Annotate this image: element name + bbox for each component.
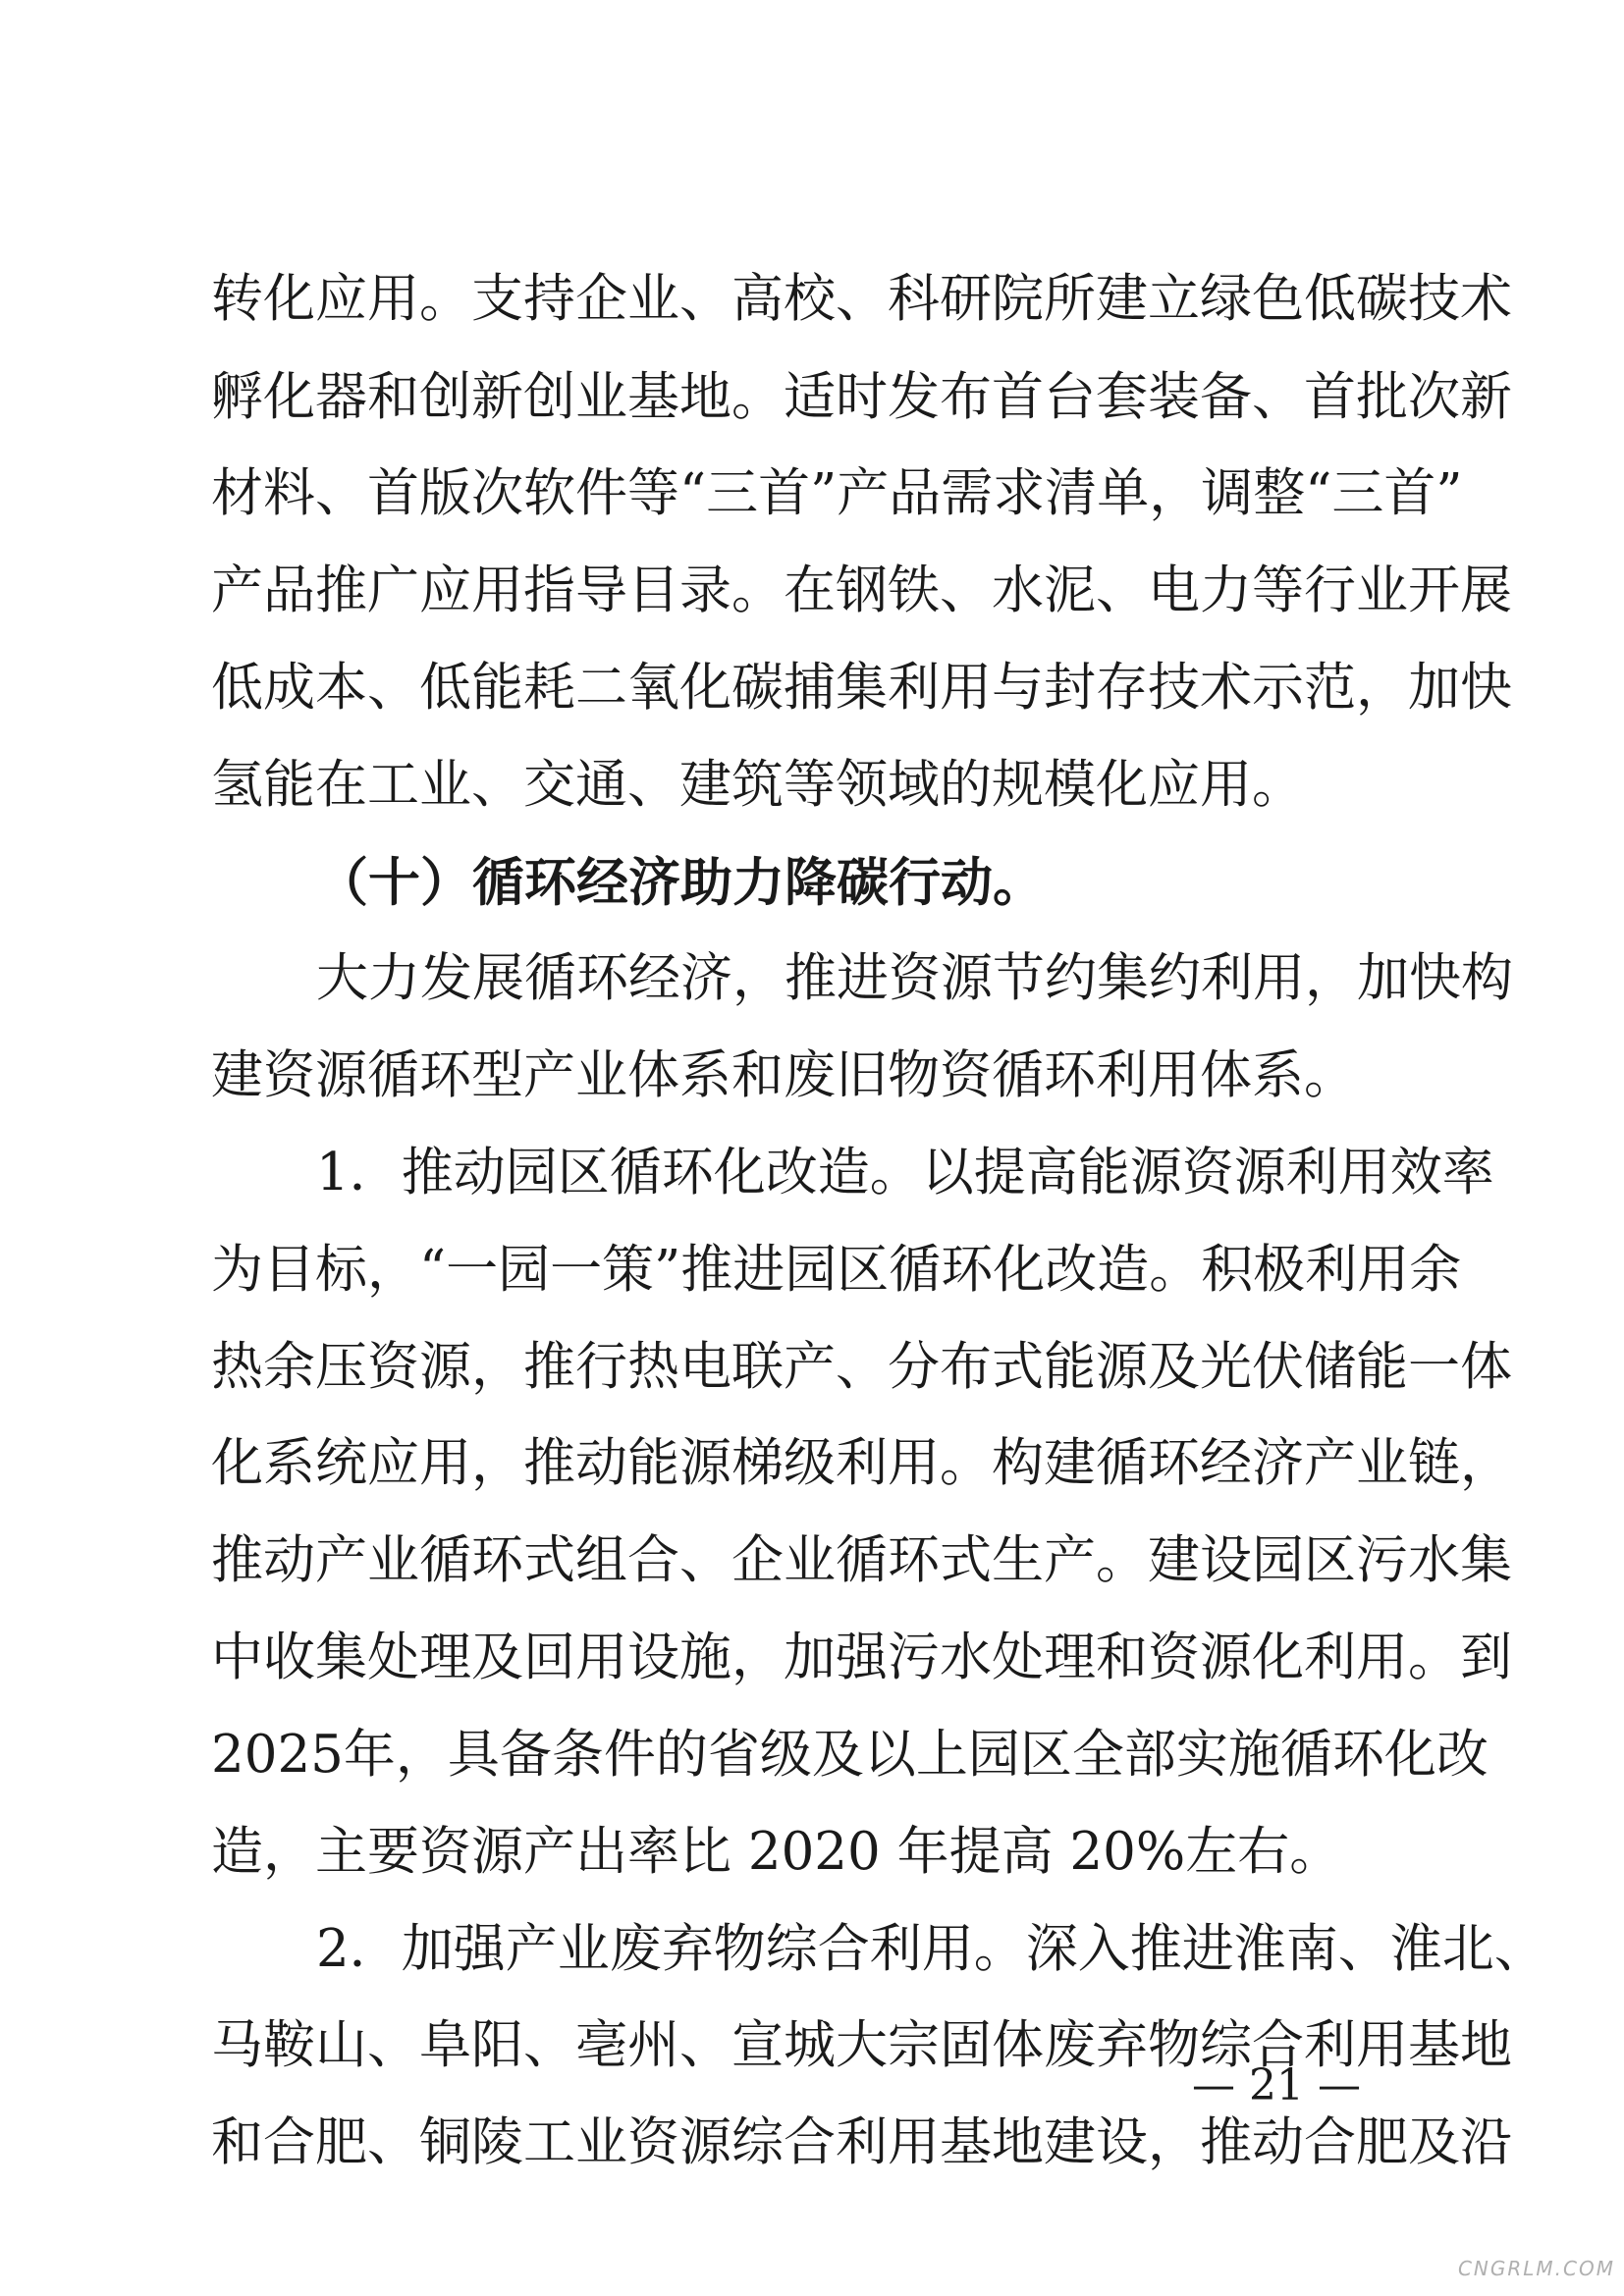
text-line: 大 力 发 展 循 环 经 济 ， 推 进 资 源 节 约 集 约 利 用 ， 加 快 构 xyxy=(316,948,1513,1008)
text-line: 产 品 推 广 应 用 指 导 目 录 。 在 钢 铁 、 水 泥 、 电 力 等 行 业 开 展 xyxy=(211,561,1512,620)
watermark-text: CNGRLM.COM xyxy=(1457,2257,1615,2280)
text-line: 2025 年 ， 具 备 条 件 的 省 级 及 以 上 园 区 全 部 实 施 循 环 化 改 xyxy=(211,1725,1489,1785)
text-line: 为 目 标 ， “ 一 园 一 策 ” 推 进 园 区 循 环 化 改 造 。 积 极 利 用 余 xyxy=(211,1240,1462,1300)
section-heading: （十）循环经济助力降碳行动。 xyxy=(316,852,1045,913)
text-line: 1 ． 推 动 园 区 循 环 化 改 造 。 以 提 高 能 源 资 源 利 用 效 率 xyxy=(316,1143,1494,1202)
text-line: 氢能在工业、交通、建筑等领域的规模化应用。 xyxy=(211,755,1304,815)
text-line: 建资源循环型产业体系和废旧物资循环利用体系。 xyxy=(211,1045,1356,1105)
text-line: 低 成 本 、 低 能 耗 二 氧 化 碳 捕 集 利 用 与 封 存 技 术 示 范 ， 加 快 xyxy=(211,658,1512,718)
text-line: 化 系 统 应 用 ， 推 动 能 源 梯 级 利 用 。 构 建 循 环 经 济 产 业 链 ， xyxy=(211,1433,1512,1493)
text-line: 转 化 应 用 。 支 持 企 业 、 高 校 、 科 研 院 所 建 立 绿 色 低 碳 技 术 xyxy=(211,269,1512,329)
text-line: 马 鞍 山 、 阜 阳 、 亳 州 、 宣 城 大 宗 固 体 废 弃 物 综 合 利 用 基 地 xyxy=(211,2015,1512,2075)
text-line: 孵 化 器 和 创 新 创 业 基 地 。 适 时 发 布 首 台 套 装 备 、 首 批 次 新 xyxy=(211,367,1512,427)
text-line: 和 合 肥 、 铜 陵 工 业 资 源 综 合 利 用 基 地 建 设 ， 推 动 合 肥 及 沿 xyxy=(211,2112,1512,2172)
text-line: 中 收 集 处 理 及 回 用 设 施 ， 加 强 污 水 处 理 和 资 源 化 利 用 。 到 xyxy=(211,1628,1512,1687)
text-line: 造，主要资源产出率比 2020 年提高 20%左右。 xyxy=(211,1822,1342,1882)
text-line: 热 余 压 资 源 ， 推 行 热 电 联 产 、 分 布 式 能 源 及 光 伏 储 能 一 体 xyxy=(211,1337,1512,1397)
text-line: 推 动 产 业 循 环 式 组 合 、 企 业 循 环 式 生 产 。 建 设 园 区 污 水 集 xyxy=(211,1530,1512,1590)
text-line: 2 ． 加 强 产 业 废 弃 物 综 合 利 用 。 深 入 推 进 淮 南 、 淮 北 、 xyxy=(316,1919,1546,1979)
text-line: 材 料 、 首 版 次 软 件 等 “ 三 首 ” 产 品 需 求 清 单 ， 调 整 “ 三 首 ” xyxy=(211,463,1463,523)
page-number: — 21 — xyxy=(1192,2060,1361,2110)
